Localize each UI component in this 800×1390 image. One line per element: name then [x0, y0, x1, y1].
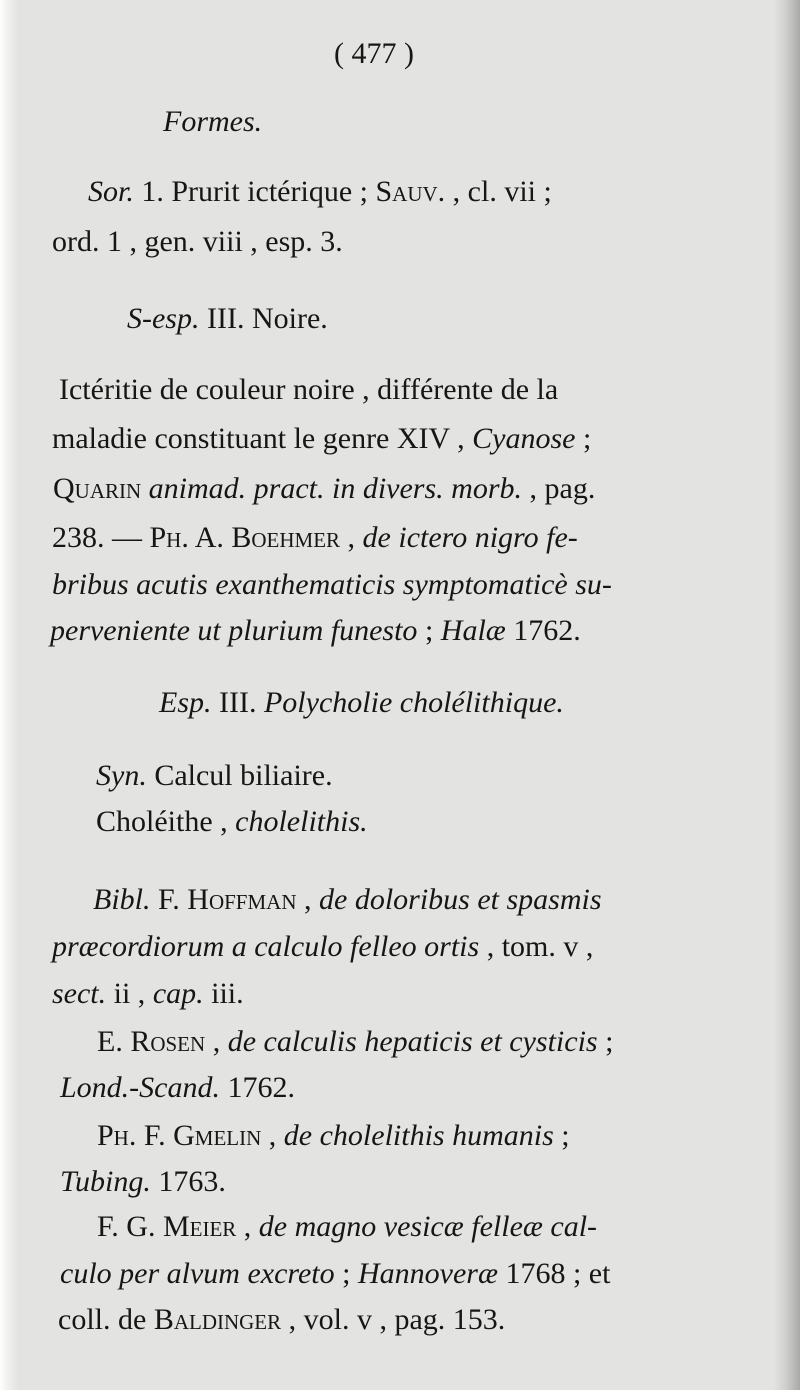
text-span: E.: [97, 1025, 131, 1058]
text-span: iii.: [203, 977, 244, 1010]
text-span: ;: [597, 1025, 614, 1058]
bleed-through-text: [40, 280, 48, 314]
text-span: maladie constituant le genre XIV ,: [52, 422, 473, 455]
text-span: , cl. vii ;: [445, 175, 552, 208]
author-name: 238. — Ph. A. Boehmer: [52, 521, 341, 554]
text-span: ;: [417, 614, 441, 647]
text-line: [52, 520, 578, 556]
text-span: III. Noire.: [199, 302, 328, 335]
author-name: Meier: [162, 1210, 237, 1243]
italic-term: Cyanose: [472, 422, 576, 455]
italic-place: Hannoveræ: [357, 1257, 498, 1290]
bibliography-line: [97, 1209, 597, 1245]
text-span: 1763.: [150, 1165, 226, 1198]
italic-place: Lond.-Scand.: [60, 1071, 220, 1104]
text-span: ;: [575, 422, 592, 455]
author-name: Ph. F. Gmelin: [97, 1119, 262, 1152]
abbrev-syn: Syn.: [96, 759, 147, 792]
italic-place: Tubing.: [60, 1165, 151, 1198]
bibliography-line: [52, 976, 244, 1012]
text-span: , tom. v ,: [479, 930, 594, 963]
bibliography-line: [60, 1164, 226, 1200]
author-name: Sauv.: [375, 175, 446, 208]
text-span: III.: [211, 686, 264, 719]
synonym-line: [96, 758, 333, 794]
bibliography-line: [60, 1256, 610, 1292]
italic-title: de ictero nigro fe-: [362, 521, 578, 554]
text-span: ;: [553, 1119, 570, 1152]
bibliography-line: [58, 1302, 505, 1338]
text-line: [88, 174, 552, 210]
text-span: , pag.: [522, 472, 596, 505]
text-span: Calcul biliaire.: [146, 759, 333, 792]
italic-abbrev: sect.: [52, 977, 107, 1010]
text-span: ,: [236, 1210, 259, 1243]
text-line: [50, 613, 581, 649]
italic-title: præcordiorum a calculo felleo ortis: [52, 930, 480, 963]
text-span: ;: [334, 1257, 358, 1290]
text-span: ,: [296, 883, 319, 916]
synonym-line: [96, 804, 368, 840]
subspecies-heading: [127, 301, 328, 337]
text-span: ,: [261, 1119, 284, 1152]
text-span: Choléithe ,: [96, 805, 236, 838]
text-span: 1762.: [220, 1071, 295, 1104]
text-span: F.: [150, 883, 188, 916]
abbrev-esp: Esp.: [159, 686, 212, 719]
italic-title: de cholelithis humanis: [283, 1119, 554, 1152]
text-line: [53, 471, 595, 507]
text-span: ,: [340, 521, 363, 554]
text-span: , vol. v , pag. 153.: [281, 1303, 506, 1336]
italic-title: culo per alvum excreto: [60, 1257, 335, 1290]
italic-place: Halæ: [440, 614, 506, 647]
abbrev-s-esp: S-esp.: [127, 302, 200, 335]
bibliography-line: [93, 882, 602, 918]
italic-abbrev: cap.: [152, 977, 204, 1010]
abbrev-bibl: Bibl.: [93, 883, 151, 916]
text-span: ,: [205, 1025, 228, 1058]
bibliography-line: [52, 929, 593, 965]
species-name: Polycholie cholélithique.: [263, 686, 564, 719]
text-line: bribus acutis exanthematicis symptomaticè su-: [52, 568, 612, 601]
author-name: Hoffman: [187, 883, 297, 916]
italic-title: de doloribus et spasmis: [319, 883, 602, 916]
author-name: Baldinger: [153, 1303, 282, 1336]
italic-title: de magno vesicæ felleæ cal-: [258, 1210, 598, 1243]
species-heading: [159, 685, 564, 721]
text-span: 1768 ; et: [497, 1257, 611, 1290]
text-span: ii ,: [106, 977, 153, 1010]
text-span: coll. de: [58, 1303, 154, 1336]
section-heading-formes: Formes.: [163, 105, 263, 138]
bibliography-line: [97, 1024, 613, 1060]
italic-term: cholelithis.: [235, 805, 368, 838]
text-span: 1. Prurit ictérique ;: [133, 175, 376, 208]
text-span: 1762.: [505, 614, 581, 647]
italic-title: perveniente ut plurium funesto: [50, 614, 418, 647]
italic-title: de calculis hepaticis et cysticis: [227, 1025, 598, 1058]
bibliography-line: [97, 1118, 570, 1154]
author-name: Quarin: [53, 472, 142, 505]
author-name: Rosen: [130, 1025, 206, 1058]
italic-title: animad. pract. in divers. morb.: [141, 472, 522, 505]
text-span: F. G.: [97, 1210, 163, 1243]
page-number: ( 477 ): [334, 37, 414, 70]
text-line: Ictéritie de couleur noire , différente de la: [59, 373, 559, 406]
bibliography-line: [60, 1070, 295, 1106]
text-line: [52, 421, 591, 457]
text-line: ord. 1 , gen. viii , esp. 3.: [52, 225, 343, 258]
abbrev-sor: Sor.: [88, 175, 134, 208]
